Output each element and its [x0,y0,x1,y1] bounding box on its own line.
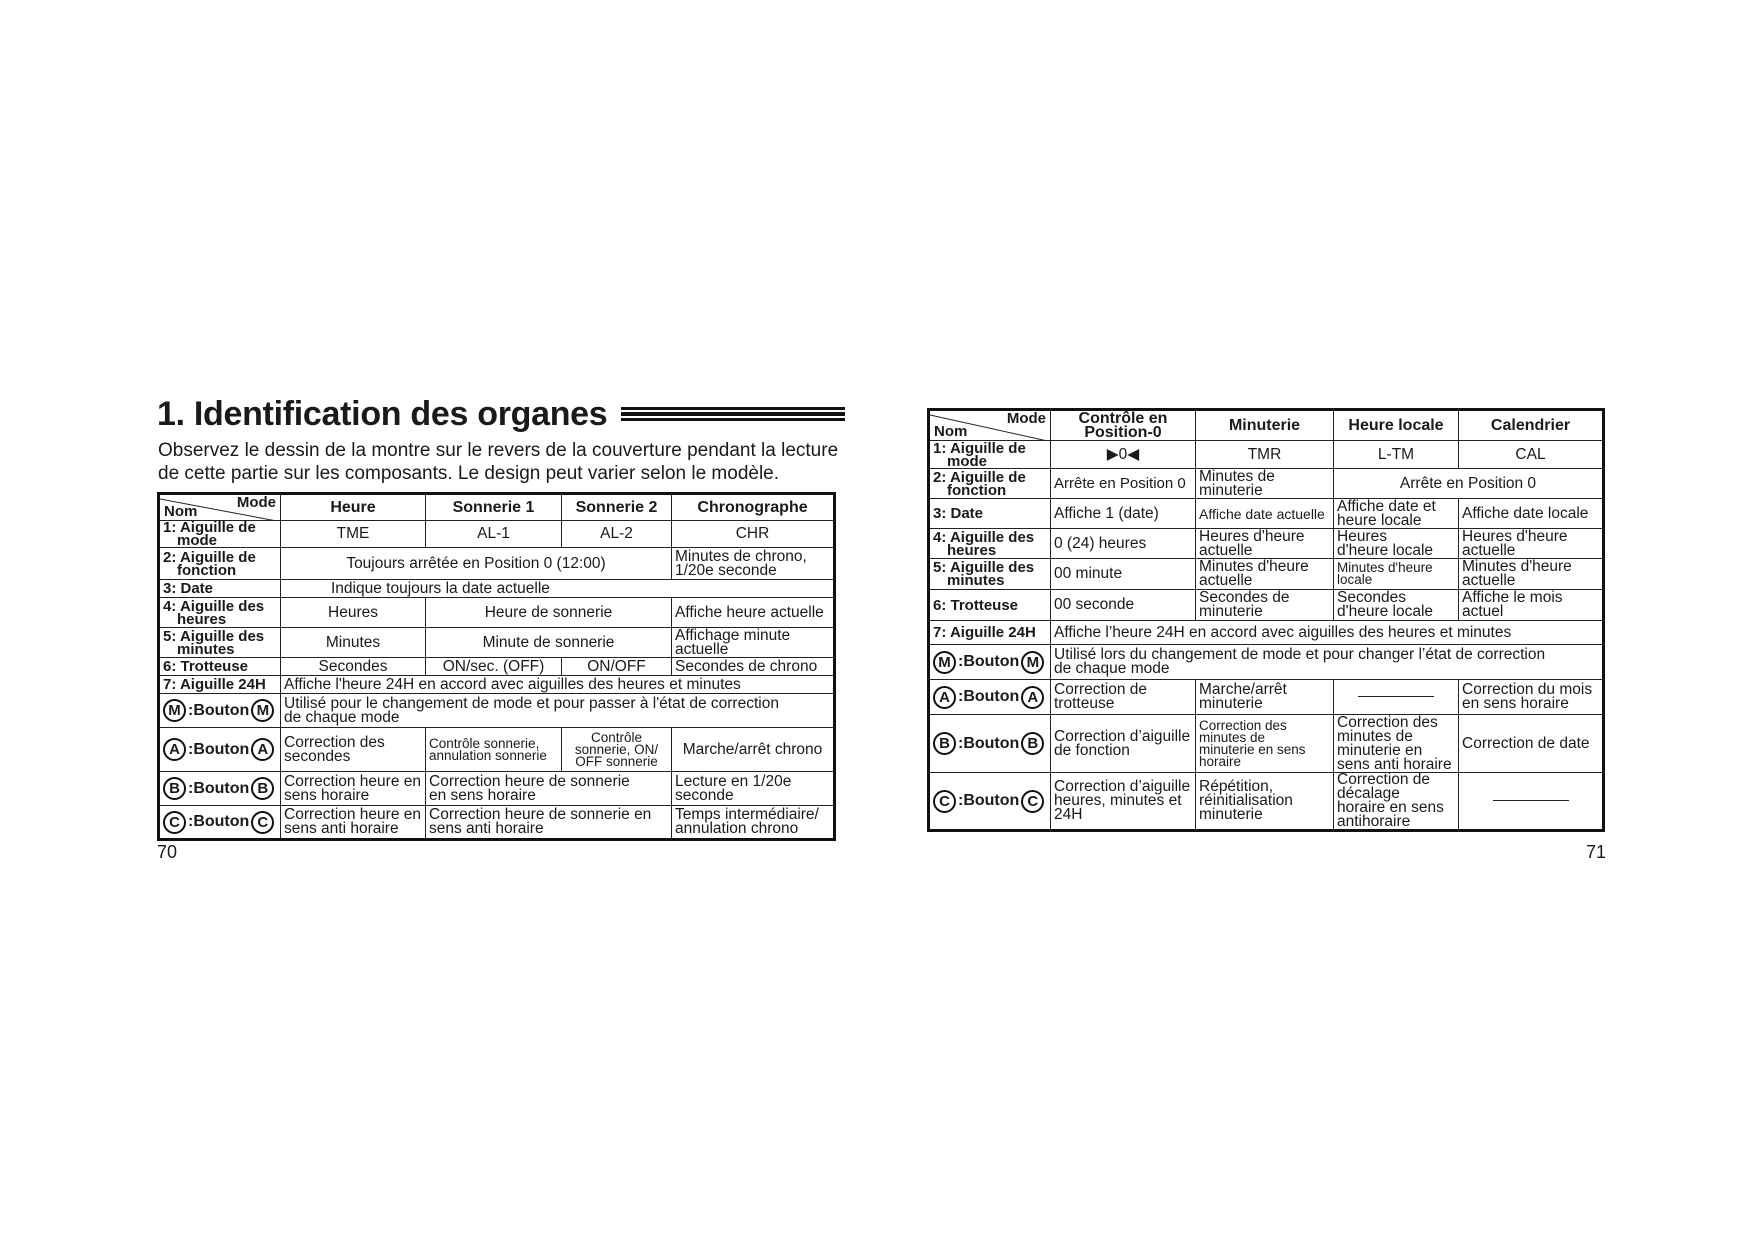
table-cell [1051,645,1604,680]
cell-line: trotteuse [1054,695,1115,712]
column-header: Heure locale [1334,410,1459,441]
a-button-icon: A [163,738,186,761]
table-cell [1196,773,1334,831]
table-cell: Correction de date [1459,715,1604,773]
cell-line: actuelle [1462,572,1516,589]
cell-line: Correction d’aiguille [1054,778,1191,795]
column-header: Chronographe [672,494,835,521]
table-cell [1196,559,1334,590]
cell-line: Contrôle [590,729,643,745]
table-cell: TME [281,521,426,548]
cell-line: secondes [284,747,351,765]
table-row [929,715,1604,773]
cell-line: sens anti horaire [1337,755,1452,773]
cell-line: minuterie [1199,806,1263,823]
row-name: 3: Date [929,499,1051,529]
page-number: 70 [157,842,178,862]
header-line: Position-0 [1084,423,1162,441]
table-cell [1459,590,1604,621]
row-name [159,694,281,728]
table-row [929,645,1604,680]
table-cell [1334,680,1459,715]
cell-line: Contrôle sonnerie, [429,735,540,751]
name-line: fonction [947,481,1007,499]
cell-line: réinitialisation [1199,792,1293,809]
table-cell [1196,590,1334,621]
parts-table-right [927,408,1605,832]
button-b-label [163,777,277,800]
cell-line: sens anti horaire [284,820,399,837]
corner-nom-label: Nom [934,423,968,440]
name-line: minutes [947,572,1005,589]
table-row [159,806,835,840]
cell-line: heure locale [1337,511,1422,529]
name-line: minutes [177,640,235,658]
page-number: 71 [1586,842,1607,862]
table-row [929,621,1604,645]
right-page [927,408,1607,832]
row-name: 6: Trotteuse [929,590,1051,621]
cell-line: en sens horaire [1462,695,1569,712]
cell-line: Affichage minute [675,627,791,644]
table-cell: CHR [672,521,835,548]
left-page [157,393,847,841]
cell-line: d'heure locale [1337,603,1434,620]
name-line: 5: Aiguille des [933,559,1035,576]
table-cell [672,548,835,580]
c-button-icon: C [933,790,956,813]
table-cell: Affiche l'heure 24H en accord avec aiguilles des heures et minutes [281,676,835,694]
column-header: Sonnerie 1 [426,494,562,521]
table-cell [562,728,672,772]
cell-line: minuterie [1199,695,1263,712]
table-row [159,694,835,728]
table-row [159,548,835,580]
cell-line: minutes de [1199,729,1266,745]
table-cell: Indique toujours la date actuelle [281,580,835,598]
nom-mode-corner [929,410,1051,441]
cell-line: minutes de [1337,727,1413,745]
table-cell [1459,773,1604,831]
bouton-label: :Bouton [958,688,1020,705]
cell-line: Correction de [1054,681,1148,698]
row-name: 7: Aiguille 24H [929,621,1051,645]
cell-line: Minutes de chrono, [675,547,807,565]
table-row [929,529,1604,559]
name-line: heures [947,541,997,559]
cell-line: Correction des [1199,717,1287,733]
row-name [929,773,1051,831]
table-cell [1334,715,1459,773]
table-cell [1334,559,1459,590]
name-line: 2: Aiguille de [163,548,256,566]
table-cell: Affiche 1 (date) [1051,499,1196,529]
table-cell [426,772,672,806]
column-header: Sonnerie 2 [562,494,672,521]
row-name: 6: Trotteuse [159,658,281,676]
table-cell: Heures [281,598,426,628]
button-b-label [933,732,1047,755]
a-button-icon: A [933,686,956,709]
bouton-label: :Bouton [958,792,1020,809]
table-header-row [159,494,835,521]
cell-line: minuterie [1199,603,1263,620]
cell-line: de chaque mode [1054,660,1170,677]
m-button-icon: M [1021,651,1044,674]
section-heading [157,393,847,435]
nom-mode-corner [159,494,281,521]
table-cell: ON/sec. (OFF) [426,658,562,676]
m-button-icon: M [251,699,274,722]
b-button-icon: B [251,777,274,800]
row-name [929,559,1051,590]
cell-line: en sens horaire [429,786,536,804]
table-cell [1459,680,1604,715]
table-cell: L-TM [1334,441,1459,469]
name-line: 4: Aiguille des [163,597,265,615]
table-header-row [929,410,1604,441]
cell-line: de chaque mode [284,708,400,726]
cell-line: Correction des [1337,714,1438,731]
table-cell: AL-1 [426,521,562,548]
a-button-icon: A [1021,686,1044,709]
intro-line: de cette partie sur les composants. Le design peut varier selon le modèle. [158,463,780,484]
table-row [159,521,835,548]
parts-table-left [157,492,836,841]
bouton-label: :Bouton [958,734,1020,752]
table-cell [1196,469,1334,499]
cell-line: actuelle [675,640,729,658]
table-cell [1196,680,1334,715]
cell-line: Correction heure de sonnerie [429,772,630,790]
page-title: 1. Identification des organes [157,394,608,433]
cell-line: minuterie en sens [1199,741,1306,757]
cell-line: annulation chrono [675,820,799,837]
name-line: mode [177,532,218,548]
bouton-label: :Bouton [958,653,1020,670]
table-row [929,469,1604,499]
cell-line: sens horaire [284,786,370,804]
row-name [159,521,281,548]
bouton-label: :Bouton [188,779,250,797]
cell-line: antihoraire [1337,813,1411,830]
cell-line: minuterie [1199,481,1263,499]
table-cell [1459,529,1604,559]
cell-line: sonnerie, ON/ [574,741,659,757]
table-cell: TMR [1196,441,1334,469]
cell-line: locale [1337,572,1373,587]
table-cell: Affiche heure actuelle [672,598,835,628]
table-cell [672,628,835,658]
table-row [929,590,1604,621]
a-button-icon: A [251,738,274,761]
row-name [929,441,1051,469]
row-name: 3: Date [159,580,281,598]
cell-line: seconde [675,786,734,804]
cell-line: Minutes de [1199,468,1275,485]
m-button-icon: M [933,651,956,674]
table-row [929,499,1604,529]
cell-line: 1/20e seconde [675,561,777,579]
row-name [929,469,1051,499]
table-row [159,628,835,658]
button-m-label [933,651,1047,674]
cell-line: Temps intermédiaire/ [675,806,819,823]
table-cell: 00 seconde [1051,590,1196,621]
cell-line: Correction heure de sonnerie en [429,806,652,823]
column-header [1051,410,1196,441]
cell-line: minuterie en [1337,741,1423,759]
row-name [159,806,281,840]
cell-line: Correction du mois [1462,681,1593,698]
table-row [929,441,1604,469]
empty-dash [1358,696,1434,697]
row-name [929,680,1051,715]
table-cell [281,728,426,772]
table-cell: Arrête en Position 0 [1334,469,1604,499]
cell-line: Heures d'heure [1199,528,1305,545]
table-cell [281,806,426,840]
button-c-label [933,790,1047,813]
cell-line: Correction heure en [284,806,421,823]
button-c-label [163,811,277,834]
cell-line: Minutes d'heure [1337,560,1433,575]
table-cell: ▶0◀ [1051,441,1196,469]
table-cell: CAL [1459,441,1604,469]
table-row [929,680,1604,715]
intro-line: Observez le dessin de la montre sur le revers de la couverture pendant la lecture [158,440,839,461]
table-row [159,658,835,676]
table-cell: Heure de sonnerie [426,598,672,628]
table-cell [281,772,426,806]
cell-line: heures, minutes et [1054,792,1182,809]
row-name [159,628,281,658]
header-line: Contrôle en [1078,409,1168,427]
cell-line: Correction d’aiguille [1054,727,1191,745]
cell-line: sens anti horaire [429,820,544,837]
cell-line: Correction des [284,733,385,751]
row-name: 7: Aiguille 24H [159,676,281,694]
name-line: heures [177,610,227,628]
name-line: 4: Aiguille des [933,528,1035,546]
table-cell [426,728,562,772]
row-name [159,598,281,628]
table-row [929,773,1604,831]
cell-line: Utilisé lors du changement de mode et pour changer l’état de correction [1054,646,1546,663]
cell-line: d'heure locale [1337,541,1434,559]
row-name [929,715,1051,773]
cell-line: Minutes d'heure [1462,558,1572,575]
c-button-icon: C [251,811,274,834]
cell-line: actuel [1462,603,1504,620]
table-cell [672,806,835,840]
empty-dash [1493,800,1569,801]
table-cell [672,772,835,806]
table-row [159,676,835,694]
name-line: mode [947,452,988,469]
corner-nom-label: Nom [164,503,198,520]
table-cell [1334,773,1459,831]
name-line: fonction [177,561,237,579]
table-row [929,559,1604,590]
button-a-label [933,686,1047,709]
table-cell [1051,680,1196,715]
cell-line: Marche/arrêt [1199,681,1287,698]
cell-line: Minutes d'heure [1199,558,1309,575]
cell-line: actuelle [1462,541,1516,559]
button-m-label [163,699,277,722]
cell-line: Heures d'heure [1462,528,1568,545]
table-cell [1051,715,1196,773]
row-name [159,548,281,580]
cell-line: horaire [1199,753,1242,769]
cell-line: Correction heure en [284,772,421,790]
table-cell: Toujours arrêtée en Position 0 (12:00) [281,548,672,580]
row-name [929,529,1051,559]
table-row [159,598,835,628]
cell-line: de fonction [1054,741,1130,759]
row-name [159,728,281,772]
cell-line: Secondes [1337,589,1406,606]
cell-line: annulation sonnerie [429,747,547,763]
row-name [159,772,281,806]
table-cell: Minute de sonnerie [426,628,672,658]
c-button-icon: C [1021,790,1044,813]
m-button-icon: M [163,699,186,722]
cell-line: Affiche le mois [1462,589,1563,606]
table-cell: Marche/arrêt chrono [672,728,835,772]
name-line: 1: Aiguille de [933,440,1026,457]
column-header: Minuterie [1196,410,1334,441]
cell-line: OFF sonnerie [575,753,658,769]
bouton-label: :Bouton [188,813,250,830]
table-cell: Affiche l’heure 24H en accord avec aiguilles des heures et minutes [1051,621,1604,645]
name-line: 2: Aiguille de [933,468,1026,486]
table-cell: AL-2 [562,521,672,548]
table-cell: Secondes de chrono [672,658,835,676]
column-header: Heure [281,494,426,521]
b-button-icon: B [1021,732,1044,755]
column-header: Calendrier [1459,410,1604,441]
button-a-label [163,738,277,761]
row-name [929,645,1051,680]
intro-paragraph [158,439,858,485]
cell-line: Secondes de [1199,589,1290,606]
table-cell: Arrête en Position 0 [1051,469,1196,499]
cell-line: Lecture en 1/20e [675,772,792,790]
table-cell: ON/OFF [562,658,672,676]
cell-line: actuelle [1199,541,1253,559]
cell-line: Répétition, [1199,778,1274,795]
table-row [159,580,835,598]
c-button-icon: C [163,811,186,834]
cell-line: actuelle [1199,572,1253,589]
table-cell [1334,529,1459,559]
b-button-icon: B [933,732,956,755]
table-cell: Secondes [281,658,426,676]
table-cell [1459,559,1604,590]
cell-line: Correction de [1337,772,1431,788]
table-cell [1051,773,1196,831]
cell-line: horaire en sens [1337,799,1444,816]
table-cell [1196,715,1334,773]
table-row [159,728,835,772]
table-cell: Affiche date locale [1459,499,1604,529]
cell-line: 24H [1054,806,1083,823]
table-cell [1334,499,1459,529]
name-line: 5: Aiguille des [163,627,265,645]
table-cell [281,694,835,728]
table-cell: Minutes [281,628,426,658]
bouton-label: :Bouton [188,740,250,758]
table-cell: 00 minute [1051,559,1196,590]
table-cell: 0 (24) heures [1051,529,1196,559]
table-cell [1334,590,1459,621]
cell-line: Utilisé pour le changement de mode et pour passer à l'état de correction [284,694,779,712]
table-cell [426,806,672,840]
table-cell: Affiche date actuelle [1196,499,1334,529]
table-row [159,772,835,806]
cell-line: décalage [1337,785,1400,802]
corner-mode-label: Mode [236,494,276,511]
title-rule [621,407,845,421]
name-line: 1: Aiguille de [163,520,256,536]
cell-line: Heures [1337,528,1387,545]
cell-line: Affiche date et [1337,498,1436,515]
b-button-icon: B [163,777,186,800]
corner-mode-label: Mode [1006,410,1046,427]
bouton-label: :Bouton [188,701,250,719]
table-cell [1196,529,1334,559]
